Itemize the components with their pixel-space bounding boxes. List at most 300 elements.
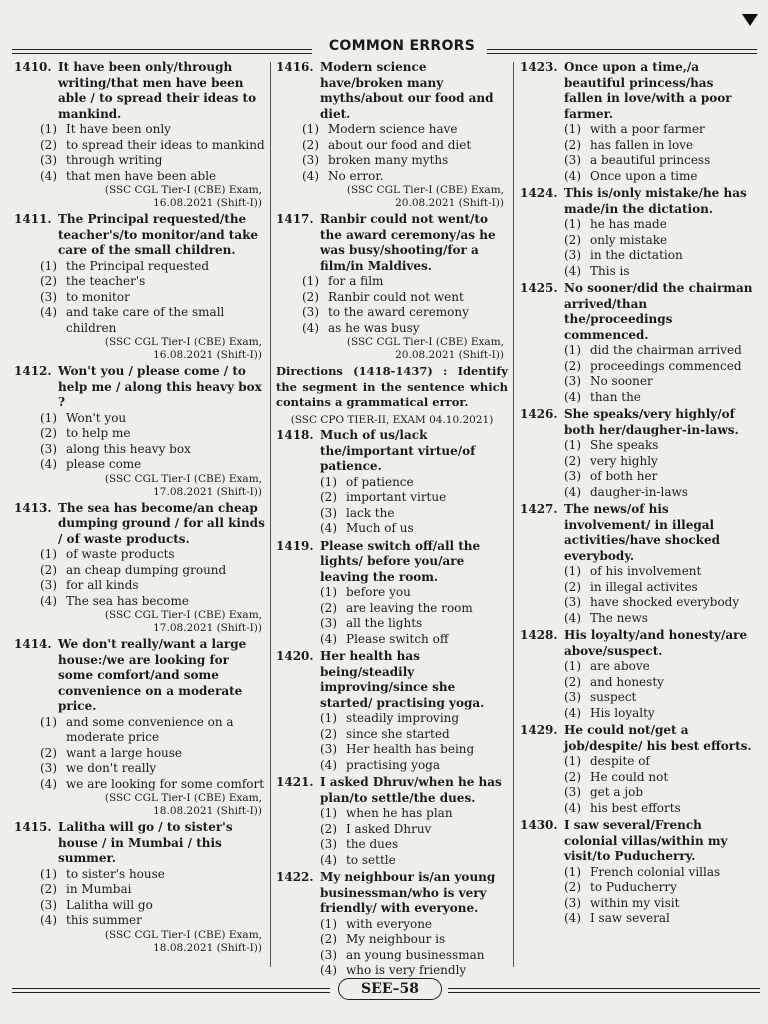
question [14, 364, 266, 499]
option-number: (4) [564, 705, 581, 720]
option-number: (4) [320, 521, 337, 535]
option-number: (4) [564, 911, 581, 925]
option-text: before you [346, 585, 411, 599]
option-number: (2) [302, 289, 319, 304]
option-number: (2) [40, 137, 57, 152]
option-number: (3) [564, 248, 581, 262]
question-number: 1411. [14, 212, 52, 226]
option-text: of waste products [66, 547, 175, 561]
option-number: (4) [302, 168, 319, 183]
option-number: (4) [40, 593, 57, 608]
question-text: Her health has being/steadily improving/since she started/ practising yoga. [320, 649, 485, 710]
option-number: (2) [320, 726, 337, 741]
option-text: Once upon a time [590, 168, 698, 183]
question-number: 1426. [520, 407, 558, 421]
option-number: (1) [564, 438, 581, 452]
exam-source: (SSC CGL Tier-I (CBE) Exam, [104, 336, 262, 348]
option-number: (2) [564, 880, 581, 894]
question-number: 1419. [276, 538, 314, 553]
exam-source: 18.08.2021 (Shift-I)) [153, 805, 262, 817]
question-text: Please switch off/all the lights/ before you/are leaving the room. [320, 538, 481, 584]
question-number: 1418. [276, 428, 314, 442]
page-title: COMMON ERRORS [328, 38, 476, 54]
option [564, 469, 754, 485]
exam-source: (SSC CGL Tier-I (CBE) Exam, [104, 928, 262, 941]
option-text: with everyone [346, 916, 433, 931]
option [40, 259, 266, 275]
exam-source: 20.08.2021 (Shift-I)) [395, 349, 504, 361]
option-text: who is very friendly [346, 963, 467, 977]
option [564, 690, 754, 706]
option-text: as he was busy [328, 320, 420, 335]
option [564, 485, 754, 501]
option-text: for a film [328, 274, 384, 288]
option-text: This is [590, 263, 630, 278]
option [40, 882, 266, 898]
option-text: I asked Dhruv [346, 821, 432, 836]
question-text: Once upon a time,/a beautiful princess/has fallen in love/with a poor farmer. [564, 60, 732, 121]
option [564, 217, 754, 233]
exam-source: 20.08.2021 (Shift-I)) [395, 197, 504, 209]
option-number: (4) [320, 852, 337, 867]
option-number: (4) [320, 757, 337, 772]
option-number: (3) [320, 837, 337, 851]
option-number: (3) [40, 761, 57, 775]
question-text: The sea has become/an cheap dumping ground / for all kinds / of waste products. [58, 500, 265, 546]
question [520, 60, 754, 184]
option-number: (1) [302, 274, 319, 288]
option [564, 595, 754, 611]
question-number: 1424. [520, 186, 558, 200]
option-text: about our food and diet [328, 137, 472, 152]
option-number: (2) [320, 600, 337, 615]
option-text: important virtue [346, 490, 447, 504]
question [520, 281, 754, 405]
option-number: (2) [40, 274, 57, 288]
question-text: She speaks/very highly/of both her/daugher-in-laws. [564, 407, 739, 437]
option-text: and take care of the small children [66, 305, 225, 335]
option [302, 169, 508, 185]
question-number: 1413. [14, 500, 52, 515]
option [320, 948, 508, 964]
option-text: the Principal requested [66, 258, 210, 273]
option-number: (1) [564, 754, 581, 768]
option [302, 305, 508, 321]
question-number: 1410. [14, 60, 52, 74]
option [40, 426, 266, 442]
option-number: (1) [320, 474, 337, 489]
footer-rule-right [448, 988, 760, 993]
option-text: My neighbour is [346, 932, 446, 946]
option [564, 564, 754, 580]
option-number: (1) [320, 806, 337, 820]
option [564, 706, 754, 722]
question-number: 1412. [14, 364, 52, 378]
page-footer [12, 978, 760, 1002]
option-text: and some convenience on a moderate price [66, 714, 234, 744]
option-number: (2) [40, 745, 57, 760]
option [564, 454, 754, 470]
option-number: (3) [564, 595, 581, 609]
option-number: (3) [302, 153, 319, 167]
header-rule-left [12, 49, 312, 54]
option [564, 675, 754, 691]
exam-source: (SSC CGL Tier-I (CBE) Exam, [104, 472, 262, 485]
option-text: I saw several [590, 911, 670, 925]
question-number: 1422. [276, 870, 314, 884]
option [320, 616, 508, 632]
corner-triangle-icon [742, 14, 758, 26]
option [302, 153, 508, 169]
option-number: (2) [320, 821, 337, 836]
option [40, 715, 266, 746]
question [14, 820, 266, 955]
option-number: (1) [564, 217, 581, 231]
option-text: for all kinds [66, 578, 139, 592]
option-number: (2) [302, 137, 319, 152]
option-text: with a poor farmer [590, 122, 705, 136]
option [564, 390, 754, 406]
option-text: very highly [590, 453, 658, 468]
option [40, 442, 266, 458]
option [320, 932, 508, 948]
option-number: (3) [564, 153, 581, 167]
option-number: (4) [320, 631, 337, 646]
question-stem [276, 649, 508, 711]
question-text: His loyalty/and honesty/are above/suspect. [564, 628, 748, 658]
option-number: (1) [320, 711, 337, 725]
option-number: (2) [564, 137, 581, 152]
option-text: in illegal activites [590, 579, 698, 594]
option [320, 490, 508, 506]
question-text: Modern science have/broken many myths/about our food and diet. [320, 60, 494, 121]
column-2 [276, 60, 508, 981]
option-text: get a job [590, 785, 644, 799]
option [320, 601, 508, 617]
option [320, 632, 508, 648]
option-number: (4) [40, 168, 57, 183]
option-number: (2) [564, 453, 581, 468]
question-number: 1415. [14, 820, 52, 834]
option-text: the dues [346, 837, 399, 851]
option [40, 547, 266, 563]
question-number: 1421. [276, 775, 314, 789]
option-number: (1) [564, 122, 581, 136]
option-number: (2) [40, 882, 57, 896]
option-number: (2) [564, 674, 581, 689]
option [320, 963, 508, 979]
option-text: of patience [346, 474, 414, 489]
option-text: His loyalty [590, 705, 655, 720]
option-number: (1) [40, 866, 57, 881]
option [564, 264, 754, 280]
option-text: suspect [590, 690, 637, 704]
option-number: (3) [564, 690, 581, 704]
option [564, 754, 754, 770]
question [276, 212, 508, 362]
question-text: The Principal requested/the teacher's/to monitor/and take care of the small children. [58, 212, 259, 257]
question-stem [276, 60, 508, 122]
option-number: (4) [40, 305, 57, 319]
option-number: (3) [302, 305, 319, 319]
question-text: He could not/get a job/despite/ his best efforts. [564, 723, 752, 753]
option-number: (3) [40, 578, 57, 592]
option [564, 611, 754, 627]
question-number: 1429. [520, 723, 558, 737]
question-text: It have been only/through writing/that men have been able / to spread their ideas to mankind. [58, 60, 257, 121]
option [564, 880, 754, 896]
option-number: (1) [40, 714, 57, 729]
question-stem [14, 60, 266, 122]
option [320, 521, 508, 537]
option-number: (4) [302, 320, 319, 335]
option-number: (1) [40, 122, 57, 136]
option-text: a beautiful princess [590, 153, 711, 167]
option-number: (3) [40, 897, 57, 912]
option-text: want a large house [66, 745, 183, 760]
question-text: I asked Dhruv/when he has plan/to settle/the dues. [320, 775, 502, 805]
question [520, 186, 754, 279]
option-number: (1) [302, 122, 319, 136]
option-text: in Mumbai [66, 882, 132, 896]
option-text: Please switch off [346, 631, 449, 646]
option-text: that men have been able [66, 168, 217, 183]
directions-label: Directions (1418-1437) : [276, 364, 448, 378]
option-text: have shocked everybody [590, 595, 740, 609]
option [564, 580, 754, 596]
option-number: (1) [564, 343, 581, 357]
option [320, 853, 508, 869]
option [320, 506, 508, 522]
option-number: (1) [40, 258, 57, 273]
option-text: proceedings commenced [590, 358, 742, 373]
option [302, 290, 508, 306]
option-number: (2) [320, 932, 337, 946]
question-stem [520, 186, 754, 217]
question [276, 775, 508, 868]
question-number: 1430. [520, 818, 558, 832]
question-stem [14, 820, 266, 867]
option-text: to the award ceremony [328, 305, 469, 319]
option-number: (1) [564, 564, 581, 578]
question [14, 637, 266, 818]
question-number: 1428. [520, 628, 558, 642]
option [564, 911, 754, 927]
option-text: we don't really [66, 761, 157, 775]
option-text: to help me [66, 426, 131, 440]
option [320, 475, 508, 491]
option-number: (4) [564, 800, 581, 815]
exam-source: (SSC CGL Tier-I (CBE) Exam, [104, 792, 262, 804]
option-number: (2) [564, 579, 581, 594]
option [40, 457, 266, 473]
option-text: are leaving the room [346, 600, 473, 615]
question-stem [520, 407, 754, 438]
question-stem [14, 212, 266, 259]
exam-source: 17.08.2021 (Shift-I)) [153, 622, 262, 634]
option-number: (3) [564, 374, 581, 388]
option-text: an young businessman [346, 947, 485, 962]
question-text: No sooner/did the chairman arrived/than the/proceedings commenced. [564, 281, 753, 342]
question-stem [276, 539, 508, 586]
option-number: (3) [564, 469, 581, 483]
question-stem [276, 428, 508, 475]
exam-source: 16.08.2021 (Shift-I)) [153, 197, 262, 209]
directions-text: Identify the segment in the sentence which contains a grammatical error. [276, 364, 508, 409]
question [520, 723, 754, 816]
option-text: Won't you [66, 410, 127, 425]
option-text: the teacher's [66, 274, 146, 288]
question [276, 649, 508, 773]
option-text: than the [590, 389, 641, 404]
question-stem [520, 628, 754, 659]
column-1 [14, 60, 266, 957]
option-text: he has made [590, 217, 667, 231]
question [520, 407, 754, 500]
option [40, 898, 266, 914]
option [302, 138, 508, 154]
question-stem [520, 502, 754, 564]
option [40, 290, 266, 306]
option-text: within my visit [590, 895, 680, 910]
question-text: Lalitha will go / to sister's house / in Mumbai / this summer. [58, 820, 233, 865]
option-number: (4) [564, 610, 581, 625]
option-text: No sooner [590, 374, 653, 388]
option-text: please come [66, 457, 142, 471]
option [564, 343, 754, 359]
question [520, 628, 754, 721]
option-number: (4) [564, 263, 581, 278]
option-number: (3) [320, 505, 337, 520]
option [320, 727, 508, 743]
option-text: to spread their ideas to mankind [66, 137, 265, 152]
option-text: only mistake [590, 232, 668, 247]
option [320, 742, 508, 758]
question [520, 818, 754, 927]
option [564, 896, 754, 912]
option-number: (2) [564, 232, 581, 247]
question-stem [520, 723, 754, 754]
option-number: (1) [40, 410, 57, 425]
option-number: (4) [564, 484, 581, 499]
exam-source: (SSC CGL Tier-I (CBE) Exam, [104, 609, 262, 621]
option [320, 585, 508, 601]
option-text: did the chairman arrived [590, 343, 742, 357]
question-stem [276, 212, 508, 274]
option [40, 594, 266, 610]
option-number: (4) [320, 963, 337, 977]
option-text: through writing [66, 153, 163, 167]
option-text: The news [590, 610, 648, 625]
directions-source: (SSC CPO TIER-II, EXAM 04.10.2021) [290, 413, 494, 426]
question [276, 539, 508, 648]
option [40, 138, 266, 154]
option-number: (2) [40, 562, 57, 577]
question-text: Ranbir could not went/to the award ceremony/as he was busy/shooting/for a film/in Maldives. [320, 212, 496, 273]
option [564, 770, 754, 786]
option-text: steadily improving [346, 711, 460, 725]
option [40, 746, 266, 762]
option [302, 122, 508, 138]
option [40, 122, 266, 138]
option-text: to Puducherry [590, 880, 677, 894]
option-text: this summer [66, 913, 142, 927]
option-text: Lalitha will go [66, 897, 153, 912]
question-stem [276, 775, 508, 806]
option-text: when he has plan [346, 806, 453, 820]
option-number: (3) [40, 441, 57, 456]
option-number: (1) [320, 585, 337, 599]
option-number: (4) [40, 913, 57, 927]
option [40, 411, 266, 427]
column-divider [270, 62, 271, 967]
option [564, 659, 754, 675]
option-number: (3) [564, 785, 581, 799]
question-text: I saw several/French colonial villas/within my visit/to Puducherry. [564, 818, 728, 863]
option-text: since she started [346, 726, 450, 741]
option-text: despite of [590, 754, 650, 768]
exam-source: (SSC CGL Tier-I (CBE) Exam, [104, 184, 262, 196]
option-text: to sister's house [66, 866, 165, 881]
option-text: practising yoga [346, 757, 441, 772]
option [302, 321, 508, 337]
option-text: and honesty [590, 674, 664, 689]
option [40, 305, 266, 336]
option-number: (3) [320, 742, 337, 756]
option-number: (3) [40, 153, 57, 167]
option-text: Her health has being [346, 742, 475, 756]
header-rule-right [487, 49, 757, 54]
option-text: No error. [328, 168, 384, 183]
option-text: French colonial villas [590, 864, 721, 879]
option-number: (3) [564, 895, 581, 910]
option-number: (1) [320, 916, 337, 931]
option [40, 913, 266, 929]
question-number: 1425. [520, 281, 558, 295]
option-text: along this heavy box [66, 441, 191, 456]
option [40, 563, 266, 579]
exam-source: 16.08.2021 (Shift-I)) [153, 349, 262, 361]
option-number: (2) [40, 426, 57, 440]
page-number: SEE–58 [338, 978, 442, 1000]
question-number: 1416. [276, 60, 314, 74]
question-text: Won't you / please come / to help me / along this heavy box ? [58, 364, 262, 409]
option [564, 438, 754, 454]
question-number: 1414. [14, 637, 52, 651]
question [276, 60, 508, 210]
option-text: are above [590, 659, 650, 673]
option [40, 761, 266, 777]
question-text: Much of us/lack the/important virtue/of patience. [320, 428, 476, 473]
option-text: of his involvement [590, 564, 702, 578]
option-number: (4) [40, 457, 57, 471]
option-text: broken many myths [328, 153, 449, 167]
option-text: to monitor [66, 289, 130, 304]
question-number: 1423. [520, 60, 558, 74]
option-number: (1) [564, 659, 581, 673]
option-number: (1) [40, 547, 57, 561]
option-text: has fallen in love [590, 137, 694, 152]
option-text: his best efforts [590, 800, 681, 815]
question-stem [520, 818, 754, 865]
exam-source: 17.08.2021 (Shift-I)) [153, 485, 262, 498]
option [564, 359, 754, 375]
question [14, 60, 266, 210]
option [320, 806, 508, 822]
option [40, 169, 266, 185]
option-number: (2) [320, 490, 337, 504]
option [302, 274, 508, 290]
